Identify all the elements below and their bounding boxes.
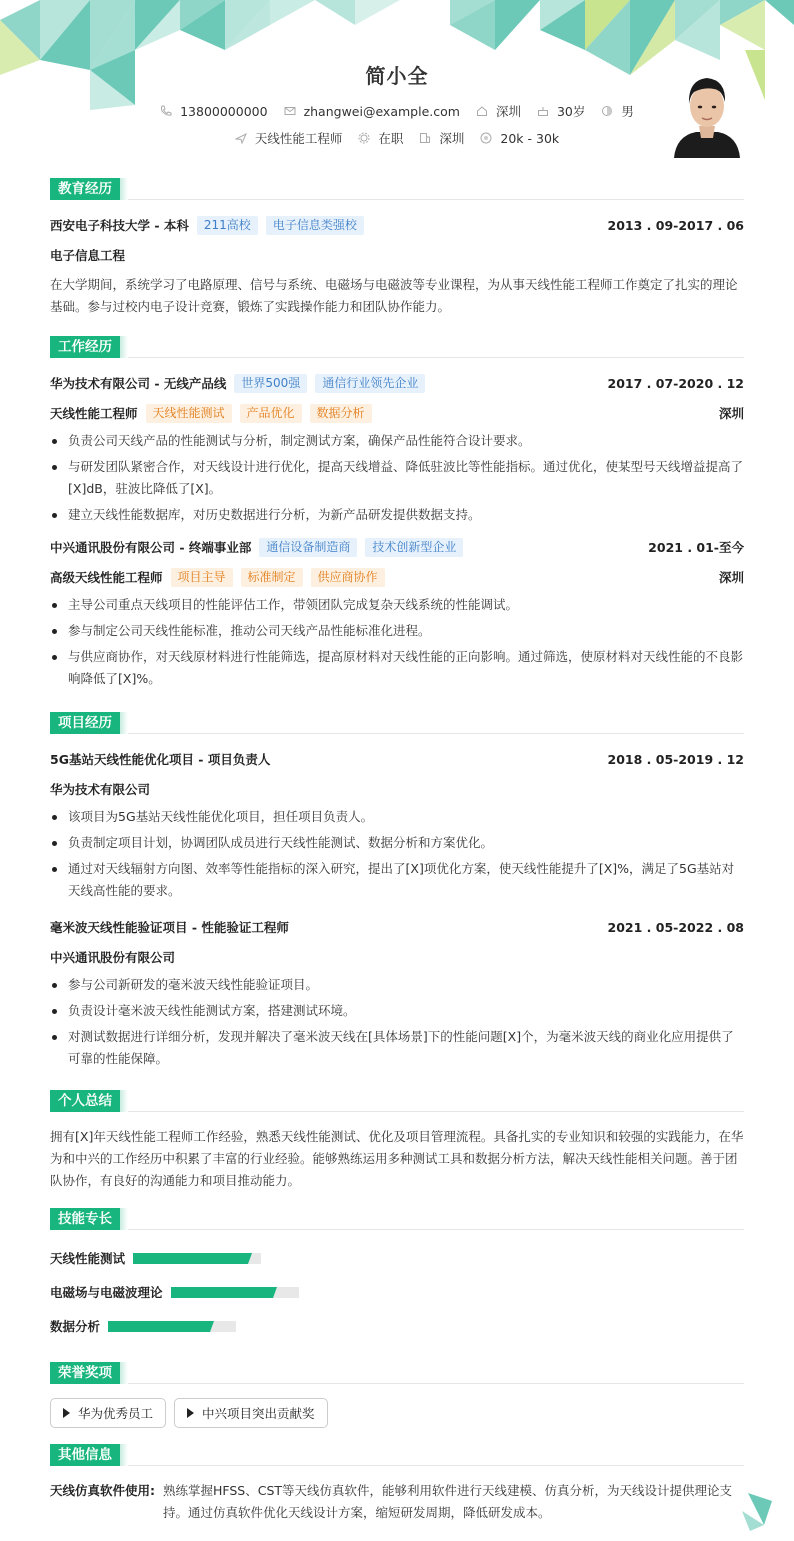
- award-list: [50, 1398, 744, 1428]
- play-icon: [187, 1408, 194, 1418]
- project-org: 华为技术有限公司: [50, 782, 151, 797]
- project-name: 毫米波天线性能验证项目 - 性能验证工程师: [50, 920, 289, 935]
- section-header: [50, 1444, 744, 1466]
- project-item: [50, 916, 744, 1070]
- section-title: 荣誉奖项: [50, 1362, 120, 1384]
- skill-item: [50, 1312, 404, 1340]
- job-info-row: [50, 129, 744, 147]
- section-header: [50, 1208, 744, 1230]
- gender-icon: [601, 105, 613, 117]
- email-address: zhangwei@example.com: [303, 103, 460, 119]
- list-item: 参与制定公司天线性能标准，推动公司天线产品性能标准化进程。: [50, 620, 744, 642]
- project-bullets: [50, 806, 744, 902]
- gender-text: 男: [621, 104, 634, 119]
- work-section: [50, 336, 744, 690]
- company-tag: 通信设备制造商: [259, 538, 357, 557]
- education-row: [50, 214, 744, 236]
- company-tag: 技术创新型企业: [365, 538, 463, 557]
- phone-icon: [160, 105, 172, 117]
- role-tag: 数据分析: [310, 404, 372, 423]
- target-city: 深圳: [439, 131, 465, 146]
- resume-header: [50, 0, 744, 168]
- skill-level-bar: [108, 1321, 236, 1332]
- home-icon: [476, 105, 488, 117]
- education-date: 2013 . 09-2017 . 06: [607, 217, 744, 233]
- age-text: 30岁: [556, 104, 586, 119]
- role-tag: 天线性能测试: [146, 404, 232, 423]
- section-title: 其他信息: [50, 1444, 120, 1466]
- role-tag: 标准制定: [241, 568, 303, 587]
- list-item: 通过对天线辐射方向图、效率等性能指标的深入研究，提出了[X]项优化方案，使天线性能提升了[X]%，满足了5G基站对天线高性能的要求。: [50, 858, 744, 902]
- skill-item: [50, 1244, 404, 1272]
- contact-info-row: [50, 102, 744, 120]
- work-city: 深圳: [718, 570, 744, 585]
- company-tag: 世界500强: [234, 374, 307, 393]
- status-icon: [358, 132, 370, 144]
- award-label: 华为优秀员工: [78, 1406, 154, 1421]
- skills-section: [50, 1208, 744, 1346]
- phone-number: 13800000000: [180, 103, 268, 119]
- skill-level-bar: [133, 1253, 261, 1264]
- section-header: [50, 178, 744, 200]
- work-date: 2017 . 07-2020 . 12: [607, 375, 744, 391]
- role-name: 天线性能工程师: [50, 406, 138, 421]
- list-item: 对测试数据进行详细分析，发现并解决了毫米波天线在[具体场景]下的性能问题[X]个，为毫米波天线的商业化应用提供了可靠的性能保障。: [50, 1026, 744, 1070]
- list-item: 与研发团队紧密合作，对天线设计进行优化，提高天线增益、降低驻波比等性能指标。通过优化，使某型号天线增益提高了[X]dB，驻波比降低了[X]。: [50, 456, 744, 500]
- money-icon: [480, 132, 492, 144]
- list-item: 负责制定项目计划，协调团队成员进行天线性能测试、数据分析和方案优化。: [50, 832, 744, 854]
- school-tag: 211高校: [197, 216, 258, 235]
- play-icon: [63, 1408, 70, 1418]
- education-section: [50, 178, 744, 318]
- work-city: 深圳: [718, 406, 744, 421]
- other-info-value: 熟练掌握HFSS、CST等天线仿真软件，能够利用软件进行天线建模、仿真分析，为天线设计提供理论支持。通过仿真软件优化天线设计方案，缩短研发周期，降低研发成本。: [163, 1483, 733, 1520]
- location-text: 深圳: [495, 104, 521, 119]
- project-date: 2018 . 05-2019 . 12: [607, 751, 744, 767]
- work-item: [50, 536, 744, 690]
- project-date: 2021 . 05-2022 . 08: [607, 919, 744, 935]
- skill-item: [50, 1278, 404, 1306]
- section-header: [50, 336, 744, 358]
- list-item: 与供应商协作，对天线原材料进行性能筛选，提高原材料对天线性能的正向影响。通过筛选，使原材料对天线性能的不良影响降低了[X]%。: [50, 646, 744, 690]
- work-bullets: [50, 430, 744, 526]
- list-item: 主导公司重点天线项目的性能评估工作，带领团队完成复杂天线系统的性能调试。: [50, 594, 744, 616]
- list-item: 参与公司新研发的毫米波天线性能验证项目。: [50, 974, 744, 996]
- building-icon: [419, 132, 431, 144]
- company-name: 中兴通讯股份有限公司 - 终端事业部: [50, 540, 252, 555]
- summary-text: 拥有[X]年天线性能工程师工作经验，熟悉天线性能测试、优化及项目管理流程。具备扎实的专业知识和较强的实践能力，在华为和中兴的工作经历中积累了丰富的行业经验。能够熟练运用多种测试工具和数据分析方法，解决天线性能相关问题。善于团队协作，有良好的沟通能力和项目推动能力。: [50, 1129, 744, 1188]
- project-name: 5G基站天线性能优化项目 - 项目负责人: [50, 752, 271, 767]
- skill-label: 数据分析: [50, 1319, 101, 1334]
- summary-section: [50, 1090, 744, 1192]
- award-badge: [50, 1398, 166, 1428]
- company-name: 华为技术有限公司 - 无线产品线: [50, 376, 227, 391]
- skill-label: 天线性能测试: [50, 1251, 126, 1266]
- skill-level-bar: [171, 1287, 299, 1298]
- section-header: [50, 1362, 744, 1384]
- work-bullets: [50, 594, 744, 690]
- cake-icon: [537, 105, 549, 117]
- skill-list: [50, 1244, 744, 1346]
- role-tag: 项目主导: [171, 568, 233, 587]
- section-title: 技能专长: [50, 1208, 120, 1230]
- section-title: 工作经历: [50, 336, 120, 358]
- job-status: 在职: [378, 131, 404, 146]
- list-item: 该项目为5G基站天线性能优化项目，担任项目负责人。: [50, 806, 744, 828]
- education-desc: 在大学期间，系统学习了电路原理、信号与系统、电磁场与电磁波等专业课程，为从事天线性能工程师工作奠定了扎实的理论基础。参与过校内电子设计竞赛，锻炼了实践操作能力和团队协作能力。: [50, 277, 738, 314]
- section-header: [50, 1090, 744, 1112]
- role-tag: 产品优化: [240, 404, 302, 423]
- mail-icon: [284, 105, 296, 117]
- section-title: 项目经历: [50, 712, 120, 734]
- school-name: 西安电子科技大学 - 本科: [50, 218, 189, 233]
- list-item: 负责公司天线产品的性能测试与分析，制定测试方案，确保产品性能符合设计要求。: [50, 430, 744, 452]
- person-name: 简小全: [365, 64, 429, 88]
- skill-label: 电磁场与电磁波理论: [50, 1285, 163, 1300]
- other-info-row: [50, 1480, 744, 1524]
- role-name: 高级天线性能工程师: [50, 570, 163, 585]
- school-tag: 电子信息类强校: [266, 216, 364, 235]
- plane-icon: [235, 132, 247, 144]
- section-header: [50, 712, 744, 734]
- section-title: 教育经历: [50, 178, 120, 200]
- role-tag: 供应商协作: [311, 568, 385, 587]
- work-item: [50, 372, 744, 526]
- avatar: [666, 62, 748, 158]
- work-date: 2021 . 01-至今: [648, 540, 744, 555]
- other-info-key: 天线仿真软件使用:: [50, 1483, 155, 1498]
- major: 电子信息工程: [50, 248, 126, 263]
- award-badge: [174, 1398, 328, 1428]
- project-item: [50, 748, 744, 902]
- list-item: 建立天线性能数据库，对历史数据进行分析，为新产品研发提供数据支持。: [50, 504, 744, 526]
- job-title: 天线性能工程师: [254, 131, 343, 146]
- section-title: 个人总结: [50, 1090, 120, 1112]
- project-bullets: [50, 974, 744, 1070]
- company-tag: 通信行业领先企业: [315, 374, 425, 393]
- list-item: 负责设计毫米波天线性能测试方案，搭建测试环境。: [50, 1000, 744, 1022]
- awards-section: [50, 1362, 744, 1428]
- award-label: 中兴项目突出贡献奖: [202, 1406, 315, 1421]
- other-section: [50, 1444, 744, 1524]
- project-org: 中兴通讯股份有限公司: [50, 950, 176, 965]
- project-section: [50, 712, 744, 1070]
- salary-range: 20k - 30k: [500, 130, 560, 146]
